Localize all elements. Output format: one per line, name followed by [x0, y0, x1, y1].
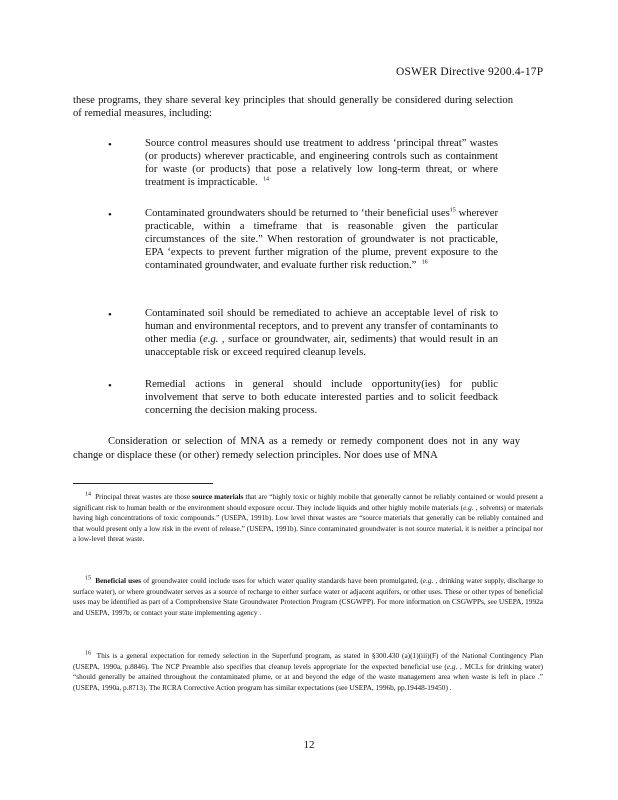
bullet-text: Contaminated soil should be remediated to achieve an acceptable level of risk to human and environmental receptors, and to prevent any transfer of contaminants to other media ( — [145, 308, 498, 345]
emphasis-eg: e.g. — [203, 334, 219, 345]
bullet-item-soil — [145, 307, 498, 359]
footnote-text: , drinking water supply, discharge to surface water), or where groundwater serves as a source of recharge to either surface water or adjacent aquifers, or other uses. These or other types of beneficial uses may be identified as part of a Comprehensive State Groundwater Protection Program (CSGWPP). For more information on CSGWPPs, see USEPA, 1992a and USEPA, 1997b, or contact your state implementing agency . — [73, 576, 544, 617]
footnote-text: that are “highly toxic or highly mobile that generally cannot be reliably contained or would present a significant risk to human health or the environment should exposure occur. They include liquids and other highly mobile materials ( — [73, 492, 543, 512]
footnote-ref: 14 — [262, 176, 269, 183]
bullet-text-continued: wherever practicable, within a timeframe that is reasonable given the particular circumstances of the site.” When restoration of groundwater is not practicable, EPA ‘expects to prevent further migration of the plume, prevent exposure to the contaminated groundwater, and evaluate further risk reduction.” — [145, 208, 498, 271]
bullet-text-continued: , surface or groundwater, air, sediments) that would result in an unacceptable risk or exceed required cleanup levels. — [145, 334, 499, 358]
bullet-text: Remedial actions in general should include opportunity(ies) for public involvement that serve to both educate interested parties and to solicit feedback concerning the decision making process. — [145, 379, 498, 416]
bullet-marker: • — [108, 309, 112, 321]
emphasis-eg: e.g. — [446, 661, 458, 671]
footnote-text: Principal threat wastes are those — [95, 492, 192, 501]
bullet-marker: • — [108, 380, 112, 392]
footnote-ref: 16 — [421, 259, 428, 266]
footnote-number: 14 — [85, 491, 91, 498]
emphasis-eg: e.g. — [463, 502, 474, 512]
page-number: 12 — [303, 739, 315, 751]
footnote-text: , solvents) or materials having high concentrations of toxic compounds.” (USEPA, 1991b). Low level threat wastes are “source materials that generally can be reliably contained and that would present only a low risk in the event of release.” (USEPA, 1991b). Since contaminated groundwater is not source material, it is neither a principal nor a low-level threat waste. — [73, 502, 543, 544]
footnote-15 — [73, 576, 543, 618]
footnote-16 — [73, 651, 543, 693]
footnote-text: of groundwater could include uses for which water quality standards have been promulgated, ( — [141, 576, 423, 585]
bullet-marker: • — [108, 139, 112, 151]
intro-paragraph: these programs, they share several key principles that should generally be considered during selection of remedial measures, including: — [73, 95, 513, 119]
emphasis-eg: e.g. — [422, 576, 434, 585]
footnote-strong: source materials — [191, 492, 244, 501]
footnote-number: 16 — [85, 650, 91, 657]
body-paragraph — [73, 435, 520, 462]
bullet-item-public-involvement — [145, 378, 498, 417]
bullet-marker: • — [108, 209, 112, 221]
directive-header: OSWER Directive 9200.4-17P — [396, 66, 544, 78]
footnote-text: , MCLs for drinking water) “should generally be attained throughout the contaminated plume, or at and beyond the edge of the waste management area when waste is left in place .” (USEPA, 1990a, p.8713). The RCRA Corrective Action program has similar expectations (see USEPA, 1996b, pp.19448-19450) . — [73, 661, 544, 692]
footnote-14 — [73, 492, 543, 545]
footnote-strong: Beneficial uses — [95, 576, 142, 585]
footnote-text: This is a general expectation for remedy selection in the Superfund program, as stated in §300.430 (a)(1)(iii)(F) of the National Contingency Plan (USEPA, 1990a, p.8846). The NCP Preamble also specifies that cleanup levels appropriate for the expected beneficial use ( — [73, 651, 543, 671]
footnote-ref: 15 — [449, 207, 456, 214]
paragraph-text: Consideration or selection of MNA as a remedy or remedy component does not in any way change or displace these (or other) remedy selection principles. Nor does use of MNA — [73, 436, 520, 461]
bullet-item-groundwater — [145, 207, 498, 272]
footnote-number: 15 — [85, 575, 91, 582]
bullet-item-source-control — [145, 137, 498, 189]
bullet-text: Source control measures should use treatment to address ‘principal threat” wastes (or products) wherever practicable, and engineering controls such as containment for waste (or products) that pose a relatively low long-term threat, or where treatment is impracticable. — [145, 138, 498, 188]
bullet-text: Contaminated groundwaters should be returned to ‘their beneficial uses — [145, 208, 450, 219]
footnote-separator — [73, 483, 213, 484]
